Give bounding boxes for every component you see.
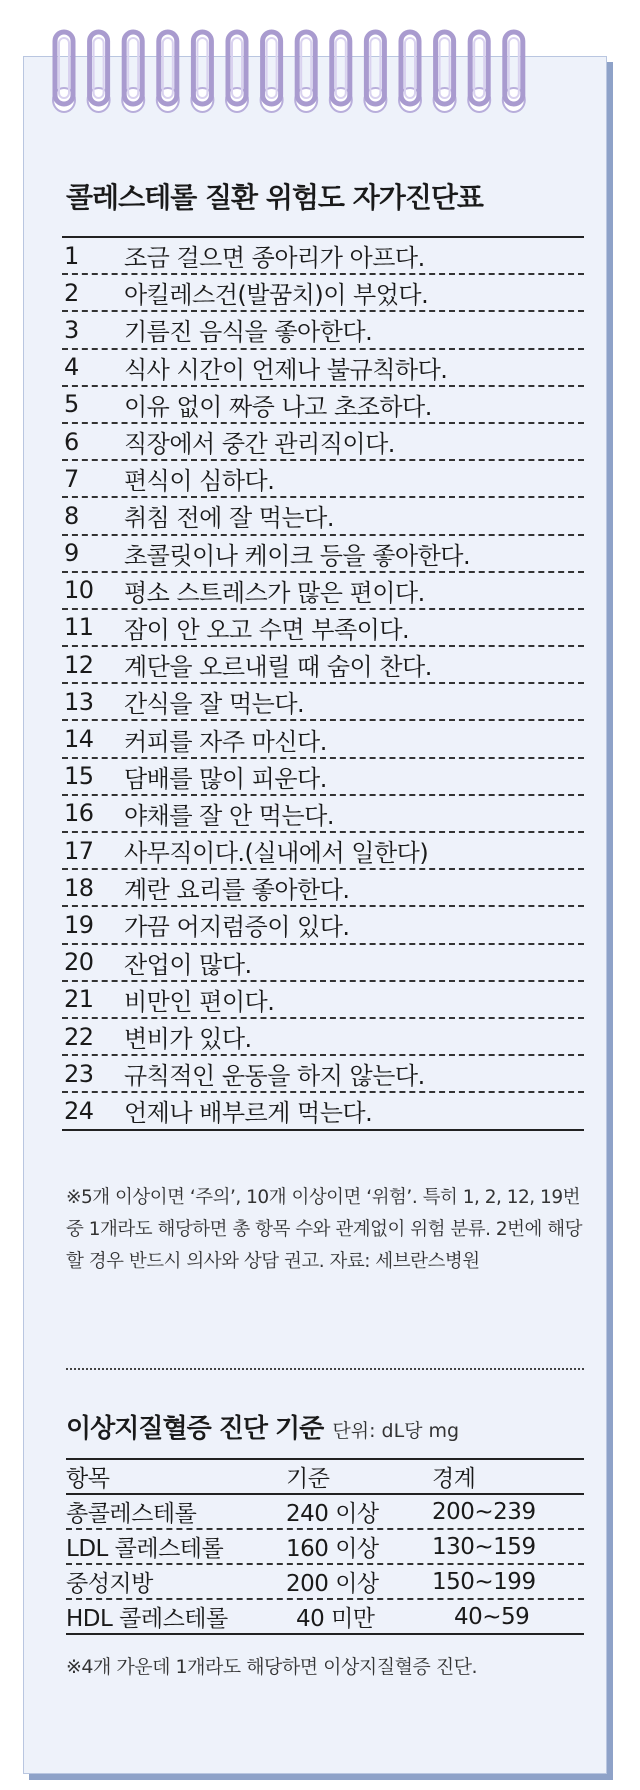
column-header: 항목 — [66, 1466, 110, 1492]
checklist-note: ※5개 이상이면 ‘주의’, 10개 이상이면 ‘위험’. 특히 1, 2, 12, 19번 중 1개라도 해당하면 총 항목 수와 관계없이 위험 분류. 2번에 해당할 경우 반드시 의사와 상담 권고. 자료: 세브란스병원 — [66, 1187, 583, 1272]
criteria-cell: 130∼159 — [432, 1533, 536, 1560]
checklist-item — [62, 387, 584, 424]
criteria-unit: 단위: dL당 mg — [332, 1420, 460, 1442]
checklist-item — [62, 536, 584, 573]
checklist-item — [62, 907, 584, 944]
item-text: 잔업이 많다. — [124, 950, 252, 979]
criteria-footnote: ※4개 가운데 1개라도 해당하면 이상지질혈증 진단. — [66, 1656, 478, 1678]
item-number: 23 — [64, 1059, 94, 1088]
checklist-item — [62, 721, 584, 758]
binding-ring — [330, 32, 352, 112]
item-number: 20 — [64, 948, 94, 977]
item-text: 초콜릿이나 케이크 등을 좋아한다. — [124, 541, 471, 570]
checklist-item — [62, 945, 584, 982]
item-number: 11 — [64, 613, 94, 642]
binding-ring — [226, 32, 248, 112]
checklist-item — [62, 833, 584, 870]
binding-ring — [503, 32, 525, 112]
checklist-item — [62, 982, 584, 1019]
column-header: 경계 — [432, 1466, 476, 1492]
criteria-cell: 중성지방 — [66, 1571, 153, 1597]
item-text: 아킬레스건(발꿈치)이 부었다. — [124, 281, 429, 310]
item-number: 19 — [64, 910, 94, 939]
item-number: 16 — [64, 799, 94, 828]
criteria-cell: 40∼59 — [454, 1603, 530, 1630]
binding-ring — [261, 32, 283, 112]
checklist-item — [62, 312, 584, 349]
item-number: 8 — [64, 501, 79, 530]
item-number: 22 — [64, 1022, 94, 1051]
checklist-item — [62, 1056, 584, 1093]
criteria-table — [66, 1458, 584, 1635]
criteria-row — [66, 1495, 584, 1530]
criteria-row — [66, 1565, 584, 1600]
criteria-cell: 160 이상 — [286, 1536, 379, 1562]
binding-ring — [295, 32, 317, 112]
item-number: 2 — [64, 278, 79, 307]
criteria-header-row — [66, 1460, 584, 1495]
item-text: 규칙적인 운동을 하지 않는다. — [124, 1062, 425, 1091]
item-text: 가끔 어지럼증이 있다. — [124, 913, 350, 942]
item-number: 6 — [64, 427, 79, 456]
item-text: 언제나 배부르게 먹는다. — [124, 1099, 373, 1128]
binding-ring — [399, 32, 421, 112]
binding-ring — [468, 32, 490, 112]
checklist-item — [62, 498, 584, 535]
item-number: 15 — [64, 762, 94, 791]
checklist-item — [62, 1093, 584, 1130]
criteria-title: 이상지질혈증 진단 기준 — [66, 1414, 324, 1444]
criteria-cell: 150∼199 — [432, 1568, 536, 1595]
criteria-cell: LDL 콜레스테롤 — [66, 1536, 224, 1562]
item-text: 기름진 음식을 좋아한다. — [124, 318, 373, 347]
checklist — [62, 236, 584, 1131]
checklist-item — [62, 759, 584, 796]
binding-ring — [191, 32, 213, 112]
item-number: 21 — [64, 985, 94, 1014]
checklist-item — [62, 1019, 584, 1056]
item-text: 계란 요리를 좋아한다. — [124, 876, 350, 905]
page-title: 콜레스테롤 질환 위험도 자가진단표 — [66, 181, 483, 214]
checklist-item — [62, 461, 584, 498]
binding-ring — [53, 32, 75, 112]
binding-ring — [364, 32, 386, 112]
checklist-item — [62, 424, 584, 461]
item-text: 편식이 심하다. — [124, 467, 275, 496]
checklist-item — [62, 610, 584, 647]
item-text: 비만인 편이다. — [124, 987, 275, 1016]
criteria-heading — [66, 1408, 459, 1445]
item-text: 이유 없이 짜증 나고 초조하다. — [124, 392, 432, 421]
item-text: 취침 전에 잘 먹는다. — [124, 504, 334, 533]
binding-ring — [434, 32, 456, 112]
item-text: 계단을 오르내릴 때 숨이 찬다. — [124, 653, 432, 682]
checklist-item — [62, 647, 584, 684]
item-text: 담배를 많이 피운다. — [124, 764, 327, 793]
spiral-binding — [0, 28, 640, 120]
item-number: 4 — [64, 353, 79, 382]
section-divider — [66, 1368, 584, 1370]
item-number: 9 — [64, 539, 79, 568]
item-number: 10 — [64, 576, 94, 605]
item-number: 17 — [64, 836, 94, 865]
checklist-item — [62, 870, 584, 907]
criteria-cell: 총콜레스테롤 — [66, 1501, 197, 1527]
item-text: 직장에서 중간 관리직이다. — [124, 430, 395, 459]
item-number: 13 — [64, 687, 94, 716]
item-text: 평소 스트레스가 많은 편이다. — [124, 578, 425, 607]
item-text: 커피를 자주 마신다. — [124, 727, 327, 756]
item-text: 간식을 잘 먹는다. — [124, 690, 305, 719]
item-text: 잠이 안 오고 수면 부족이다. — [124, 615, 410, 644]
checklist-item — [62, 350, 584, 387]
criteria-row — [66, 1530, 584, 1565]
item-number: 1 — [64, 241, 79, 270]
item-number: 5 — [64, 390, 79, 419]
item-number: 7 — [64, 464, 79, 493]
item-number: 3 — [64, 315, 79, 344]
column-header: 기준 — [286, 1466, 330, 1492]
binding-ring — [88, 32, 110, 112]
binding-ring — [157, 32, 179, 112]
criteria-cell: 200∼239 — [432, 1498, 536, 1525]
item-number: 12 — [64, 650, 94, 679]
item-number: 14 — [64, 725, 94, 754]
item-text: 야채를 잘 안 먹는다. — [124, 801, 334, 830]
checklist-item — [62, 573, 584, 610]
item-text: 조금 걸으면 종아리가 아프다. — [124, 244, 425, 273]
criteria-cell: 200 이상 — [286, 1571, 379, 1597]
item-number: 18 — [64, 873, 94, 902]
criteria-row — [66, 1600, 584, 1635]
checklist-item — [62, 684, 584, 721]
checklist-item — [62, 275, 584, 312]
item-text: 식사 시간이 언제나 불규칙하다. — [124, 355, 448, 384]
item-text: 사무직이다.(실내에서 일한다) — [124, 839, 429, 868]
criteria-cell: 240 이상 — [286, 1501, 379, 1527]
checklist-item — [62, 238, 584, 275]
criteria-cell: 40 미만 — [296, 1606, 375, 1632]
binding-ring — [122, 32, 144, 112]
criteria-cell: HDL 콜레스테롤 — [66, 1606, 228, 1632]
item-number: 24 — [64, 1096, 94, 1125]
checklist-item — [62, 796, 584, 833]
item-text: 변비가 있다. — [124, 1025, 252, 1054]
